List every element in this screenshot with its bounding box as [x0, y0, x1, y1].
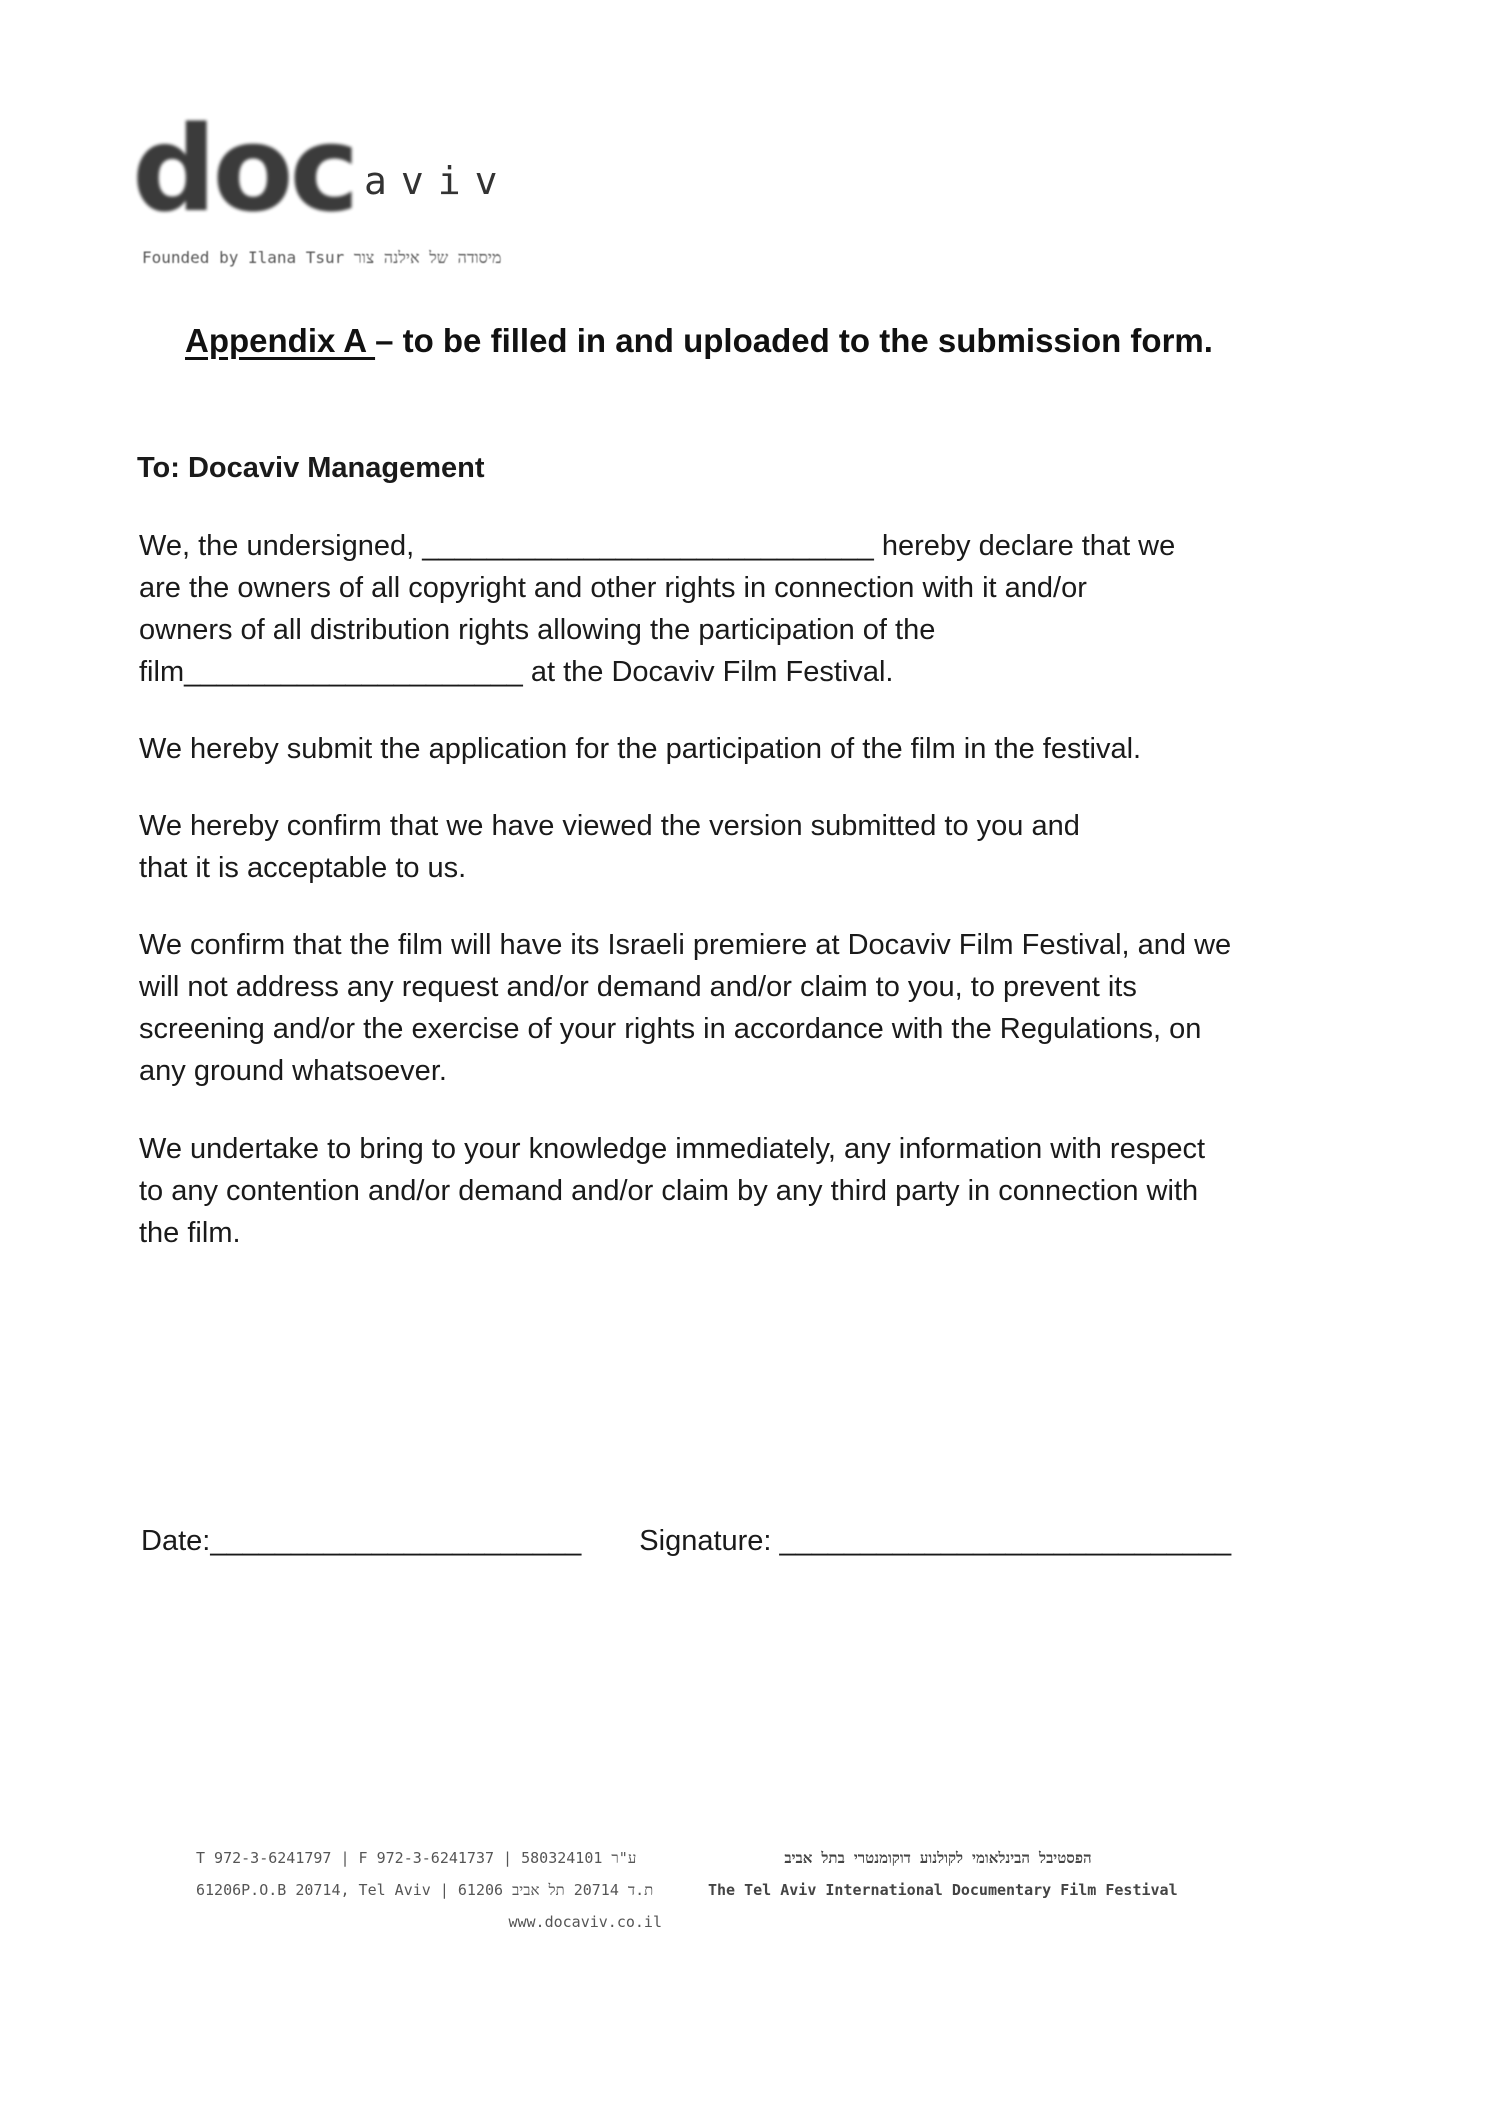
- confirmation-paragraph: [139, 805, 1080, 889]
- paragraph-line: We hereby submit the application for the participation of the film in the festival.: [139, 733, 1142, 765]
- logo-aviv-wordmark: aviv: [364, 159, 512, 203]
- paragraph-line: that it is acceptable to us.: [139, 852, 467, 884]
- page-title: [185, 322, 1213, 360]
- paragraph-line: We undertake to bring to your knowledge immediately, any information with respect: [139, 1133, 1206, 1165]
- footer-phone-fax: T 972-3-6241797 | F 972-3-6241737 | 580324101 ע"ר: [196, 1849, 637, 1867]
- premiere-paragraph: [139, 924, 1231, 1092]
- paragraph-line: owners of all distribution rights allowing the participation of the: [139, 614, 936, 646]
- paragraph-line: We confirm that the film will have its Israeli premiere at Docaviv Film Festival, and we: [139, 929, 1232, 961]
- title-instruction: – to be filled in and uploaded to the submission form.: [375, 322, 1213, 359]
- submission-paragraph: [139, 728, 1141, 770]
- paragraph-line: We, the undersigned, ____________________________ hereby declare that we: [139, 530, 1176, 562]
- logo-doc-wordmark: doc: [132, 100, 356, 238]
- docaviv-logo: [132, 100, 572, 280]
- title-appendix-label: Appendix A: [185, 322, 376, 359]
- footer-festival-name: [708, 1842, 1178, 1906]
- paragraph-line: any ground whatsoever.: [139, 1055, 447, 1087]
- signature-field: Signature: ____________________________: [639, 1525, 1232, 1557]
- paragraph-line: We hereby confirm that we have viewed the version submitted to you and: [139, 810, 1080, 842]
- footer-address: 61206P.O.B 20714, Tel Aviv | 61206 ת.ד 20714 תל אביב: [196, 1881, 654, 1899]
- paragraph-line: to any contention and/or demand and/or claim by any third party in connection with: [139, 1175, 1199, 1207]
- paragraph-line: film_____________________ at the Docaviv Film Festival.: [139, 656, 894, 688]
- date-field: Date:_______________________: [141, 1525, 582, 1557]
- festival-name-english: The Tel Aviv International Documentary Film Festival: [708, 1881, 1178, 1899]
- paragraph-line: are the owners of all copyright and other rights in connection with it and/or: [139, 572, 1087, 604]
- paragraph-line: will not address any request and/or demand and/or claim to you, to prevent its: [139, 971, 1137, 1003]
- festival-name-hebrew: הפסטיבל הבינלאומי לקולנוע דוקומנטרי בתל אביב: [784, 1849, 1092, 1867]
- footer-contact: [196, 1842, 662, 1938]
- logo-founded-by: Founded by Ilana Tsur מיסודה של אילנה צור: [142, 248, 502, 267]
- declaration-paragraph: [139, 525, 1175, 693]
- paragraph-line: screening and/or the exercise of your rights in accordance with the Regulations, on: [139, 1013, 1202, 1045]
- undertaking-paragraph: [139, 1128, 1205, 1254]
- addressee: To: Docaviv Management: [137, 452, 485, 484]
- paragraph-line: the film.: [139, 1217, 241, 1249]
- date-signature-row: [141, 1525, 1231, 1558]
- footer-website: www.docaviv.co.il: [508, 1913, 662, 1931]
